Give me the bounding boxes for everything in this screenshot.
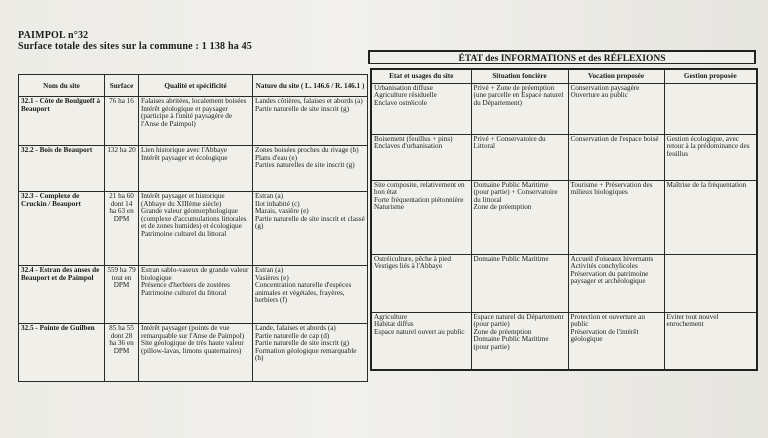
- total-surface: Surface totale des sites sur la commune : 1 138 ha 45: [18, 41, 253, 52]
- vocation-text: Conservation paysagère Ouverture au public: [570, 83, 640, 100]
- etat-cell: [371, 134, 471, 180]
- gestion-cell: [664, 312, 757, 370]
- etat-text: Site composite, relativement en bon état Forte fréquentation piétonnière Naturisme: [374, 180, 465, 212]
- etat-cell: [371, 83, 471, 134]
- fonciere-cell: [471, 254, 568, 312]
- nature-text: Estran (a) Vasières (e) Concentration naturelle d'espèces animales et végétales, frayères, herbiers (f): [255, 266, 352, 305]
- etat-text: Ostréiculture, pêche à pied Vestiges liés à l'Abbaye: [374, 254, 452, 271]
- site-nature: [253, 266, 368, 324]
- site-qualite: [139, 146, 253, 192]
- table-row: [19, 97, 368, 146]
- site-name: 32.5 - Pointe de Guilben: [19, 324, 105, 382]
- site-nature: [253, 192, 368, 266]
- etat-text: Agriculture Habitat diffus Espace naturel ouvert au public: [374, 312, 465, 336]
- vocation-cell: [568, 312, 664, 370]
- etat-text: Boisement (feuillus + pins) Enclaves d'urbanisation: [374, 134, 453, 151]
- qualite-text: Lien historique avec l'Abbaye Intérêt paysager et écologique: [141, 146, 228, 162]
- fonciere-text: Privé + Conservatoire du Littoral: [473, 134, 546, 151]
- table-row: [19, 266, 368, 324]
- site-name: 32.4 - Estran des anses de Beauport et de Paimpol: [19, 266, 105, 324]
- table-row: [371, 134, 757, 180]
- vocation-cell: [568, 83, 664, 134]
- site-surface: 132 ha 20: [105, 146, 139, 192]
- page-title: [18, 30, 252, 52]
- header-surface: Surface: [105, 75, 139, 97]
- vocation-cell: [568, 180, 664, 254]
- site-nature: [253, 146, 368, 192]
- nature-text: Lande, falaises et abords (a) Partie naturelle de cap (d) Partie naturelle de site inscrit (g) Formation géologique remarquable (h): [255, 324, 357, 363]
- site-qualite: [139, 324, 253, 382]
- gestion-text: Gestion écologique, avec retour à la prédominance des feuillus: [666, 134, 750, 158]
- fonciere-text: Domaine Public Maritime: [473, 254, 549, 263]
- fonciere-text: Domaine Public Maritime (pour partie) + Conservatoire du littoral Zone de préemption: [473, 180, 558, 212]
- fonciere-cell: [471, 312, 568, 370]
- table-row: [371, 254, 757, 312]
- site-name: 32.1 - Côte de Boulgueff à Beauport: [19, 97, 105, 146]
- qualite-text: Estran sablo-vaseux de grande valeur biologique Présence d'herbiers de zostères Patrimoine culturel du littoral: [141, 266, 249, 297]
- qualite-text: Intérêt paysager et historique (Abbaye du XIIIème siècle) Grande valeur géomorphologique (complexe d'accumulations littorales et de zones humides) et écologique Patrimoine culturel du littoral: [141, 192, 247, 238]
- header-nom: Nom du site: [19, 75, 105, 97]
- etat-header: ÉTAT des INFORMATIONS et des RÉFLEXIONS: [368, 50, 756, 64]
- header-nature: Nature du site ( L. 146.6 / R. 146.1 ): [253, 75, 368, 97]
- vocation-cell: [568, 254, 664, 312]
- table-row: [19, 324, 368, 382]
- nature-text: Zones boisées proches du rivage (b) Plans d'eau (e) Parties naturelles de site inscrit (g): [255, 146, 359, 170]
- site-name: 32.2 - Bois de Beauport: [19, 146, 105, 192]
- header-etat: Etat et usages du site: [371, 69, 471, 83]
- fonciere-text: Espace naturel du Département (pour partie) Zone de préemption Domaine Public Maritime (pour partie): [473, 312, 564, 351]
- table-row: [371, 312, 757, 370]
- fonciere-text: Privé + Zone de préemption (une parcelle en Espace naturel du Département): [473, 83, 564, 107]
- gestion-cell: [664, 180, 757, 254]
- header-vocation: Vocation proposée: [568, 69, 664, 83]
- right-header-row: [371, 69, 757, 83]
- fonciere-cell: [471, 180, 568, 254]
- gestion-cell: [664, 134, 757, 180]
- header-qualite: Qualité et spécificité: [139, 75, 253, 97]
- site-qualite: [139, 192, 253, 266]
- gestion-text: Maîtrise de la fréquentation: [666, 180, 747, 189]
- etat-text: Urbanisation diffuse Agriculture résiduelle Enclave ostréicole: [374, 83, 437, 107]
- commune-title: PAIMPOL n°32: [18, 30, 89, 41]
- site-qualite: [139, 266, 253, 324]
- vocation-text: Accueil d'oiseaux hivernants Activités conchylicoles Préservation du patrimoine paysager et archéologique: [570, 254, 654, 286]
- vocation-text: Tourisme + Préservation des milieux biologiques: [570, 180, 653, 197]
- gestion-cell: [664, 254, 757, 312]
- site-nature: [253, 97, 368, 146]
- etat-cell: [371, 180, 471, 254]
- header-gestion: Gestion proposée: [664, 69, 757, 83]
- fonciere-cell: [471, 83, 568, 134]
- table-row: [19, 146, 368, 192]
- site-description-table: [18, 74, 368, 382]
- vocation-text: Protection et ouverture au public Préservation de l'intérêt géologique: [570, 312, 645, 344]
- left-header-row: [19, 75, 368, 97]
- site-surface: 76 ha 16: [105, 97, 139, 146]
- qualite-text: Intérêt paysager (points de vue remarquable sur l'Anse de Paimpol) Site géologique de très haute valeur (pillow-lavas, limons quaternaires): [141, 324, 245, 355]
- qualite-text: Falaises abritées, localement boisées Intérêt géologique et paysager (participe à l'unité paysagère de l'Anse de Paimpol): [141, 97, 247, 128]
- vocation-text: Conservation de l'espace boisé: [570, 134, 659, 143]
- site-surface: 559 ha 79 tout en DPM: [105, 266, 139, 324]
- fonciere-cell: [471, 134, 568, 180]
- site-surface: 85 ha 55 dont 28 ha 36 en DPM: [105, 324, 139, 382]
- gestion-cell: [664, 83, 757, 134]
- vocation-cell: [568, 134, 664, 180]
- etat-cell: [371, 254, 471, 312]
- etat-table: [370, 68, 758, 371]
- site-name: 32.3 - Complexe de Cruckin / Beauport: [19, 192, 105, 266]
- etat-cell: [371, 312, 471, 370]
- site-qualite: [139, 97, 253, 146]
- nature-text: Estran (a) Ilot inhabité (c) Marais, vasière (e) Partie naturelle de site inscrit et classé (g): [255, 192, 365, 231]
- header-fonciere: Situation foncière: [471, 69, 568, 83]
- gestion-text: Eviter tout nouvel enrochement: [666, 312, 719, 329]
- site-nature: [253, 324, 368, 382]
- nature-text: Landes côtières, falaises et abords (a) Partie naturelle de site inscrit (g): [255, 97, 363, 113]
- table-row: [371, 180, 757, 254]
- table-row: [371, 83, 757, 134]
- table-row: [19, 192, 368, 266]
- site-surface: 21 ha 60 dont 14 ha 63 en DPM: [105, 192, 139, 266]
